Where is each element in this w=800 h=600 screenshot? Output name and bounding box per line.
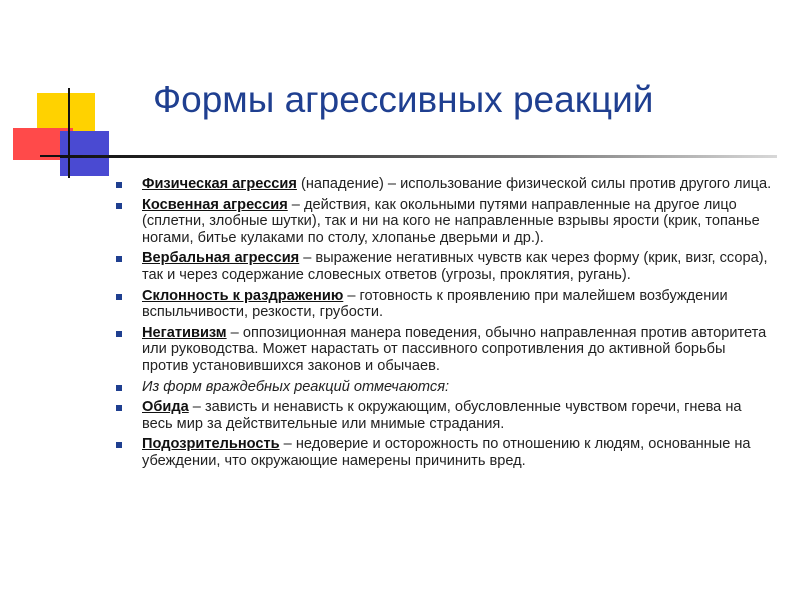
list-item bbox=[110, 288, 775, 321]
list-item-note bbox=[110, 379, 775, 396]
title-divider bbox=[60, 155, 777, 158]
item-term: Косвенная агрессия bbox=[142, 196, 288, 213]
square-bullet-icon bbox=[116, 385, 122, 391]
decorative-squares bbox=[0, 0, 120, 190]
item-term: Физическая агрессия bbox=[142, 176, 297, 192]
list-item bbox=[110, 250, 775, 283]
note-text: Из форм враждебных реакций отмечаются: bbox=[142, 378, 450, 395]
content-list bbox=[110, 176, 775, 474]
square-bullet-icon bbox=[116, 256, 122, 262]
item-text: – действия, как окольными путями направленные на другое лицо (сплетни, злобные шутки), так и ни на кого не направленные взрывы ярости (крик, топанье ногами, битье кулаками по столу, хлопанье дверьми и др.). bbox=[142, 196, 760, 246]
square-bullet-icon bbox=[116, 442, 122, 448]
slide-title: Формы агрессивных реакций bbox=[153, 79, 654, 120]
square-bullet-icon bbox=[116, 405, 122, 411]
item-text: – выражение негативных чувств как через форму (крик, визг, ссора), так и через содержание словесных ответов (угрозы, проклятия, ругань). bbox=[142, 250, 768, 283]
list-item bbox=[110, 176, 775, 193]
item-term: Подозрительность bbox=[142, 436, 280, 453]
item-text: – зависть и ненависть к окружающим, обусловленные чувством горечи, гнева на весь мир за действительные или мнимые страдания. bbox=[142, 399, 742, 432]
list-item bbox=[110, 325, 775, 375]
square-bullet-icon bbox=[116, 203, 122, 209]
item-term: Обида bbox=[142, 399, 189, 416]
square-bullet-icon bbox=[116, 182, 122, 188]
item-term: Вербальная агрессия bbox=[142, 250, 300, 267]
list-item bbox=[110, 399, 775, 432]
square-bullet-icon bbox=[116, 294, 122, 300]
item-term: Склонность к раздражению bbox=[142, 287, 344, 304]
square-bullet-icon bbox=[116, 331, 122, 337]
item-text: – недоверие и осторожность по отношению к людям, основанные на убеждении, что окружающие намерены причинить вред. bbox=[142, 436, 751, 469]
decorative-vertical-line bbox=[68, 88, 70, 178]
item-text: (нападение) – использование физической силы против другого лица. bbox=[296, 176, 772, 192]
list-item bbox=[110, 436, 775, 469]
item-text: – оппозиционная манера поведения, обычно направленная против авторитета или руководства. Может нарастать от пассивного сопротивления до активной борьбы против установившихся законов и обычаев. bbox=[142, 324, 767, 374]
item-text: – готовность к проявлению при малейшем возбуждении вспыльчивости, резкости, грубости. bbox=[142, 287, 728, 321]
list-item bbox=[110, 197, 775, 247]
item-term: Негативизм bbox=[142, 324, 227, 341]
